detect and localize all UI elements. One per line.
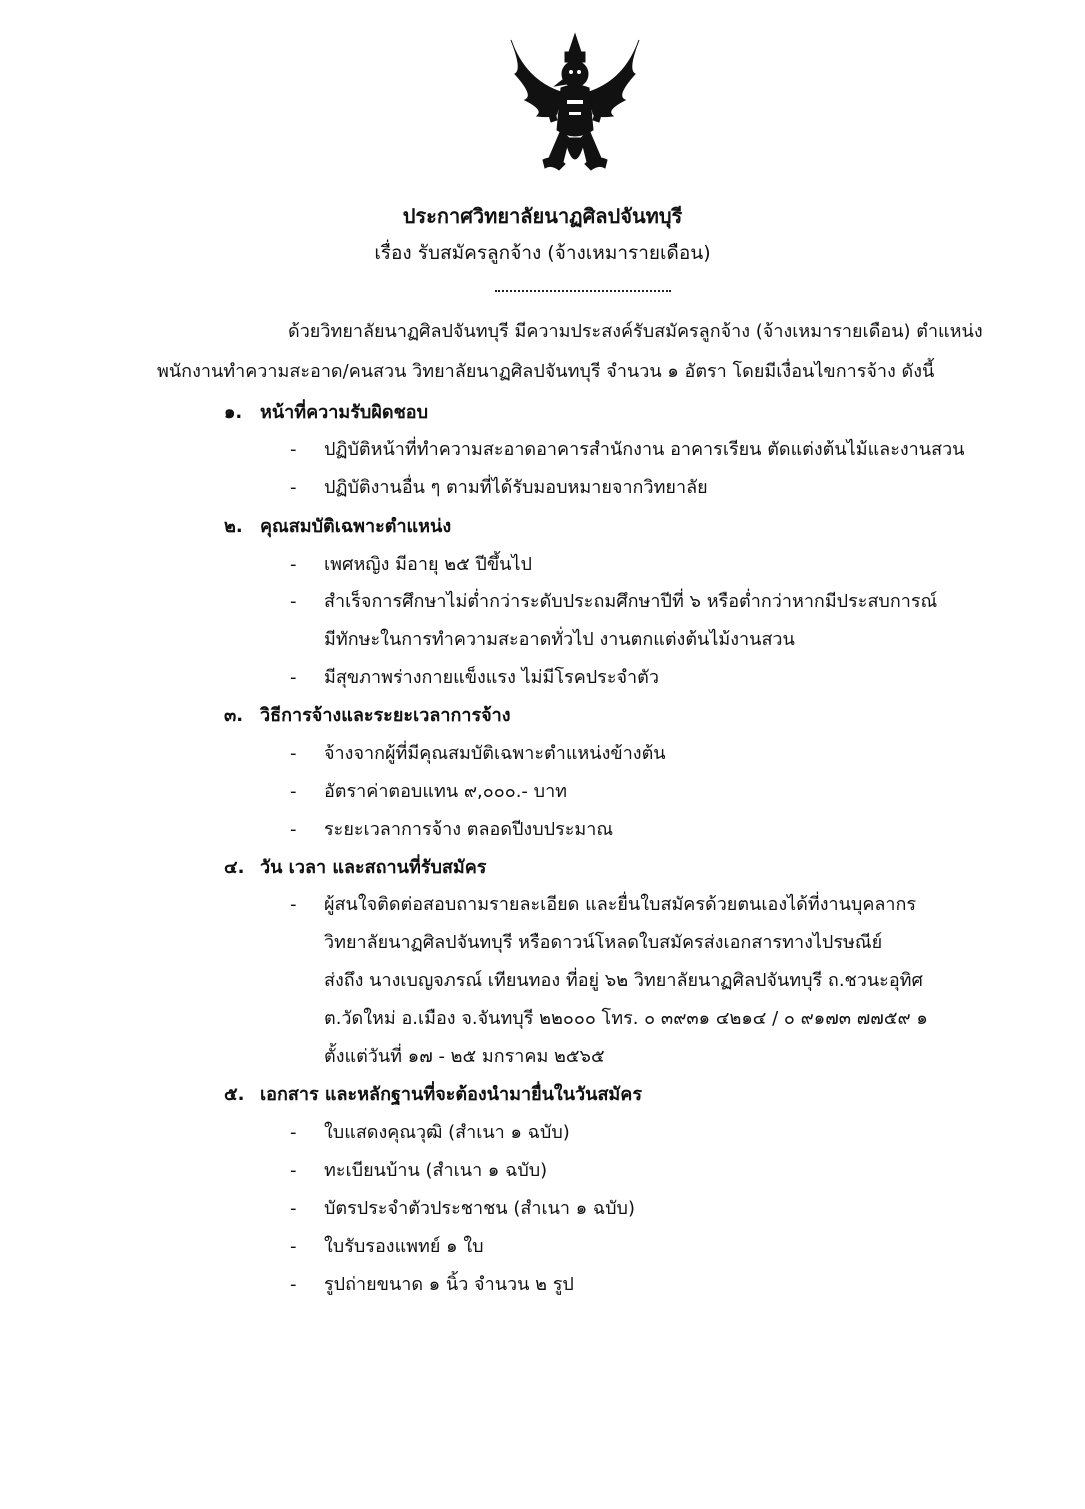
list-item: - เพศหญิง มีอายุ ๒๕ ปีขึ้นไป bbox=[290, 554, 532, 575]
bullet-dash: - bbox=[290, 591, 297, 612]
list-item: - มีสุขภาพร่างกายแข็งแรง ไม่มีโรคประจำตัว bbox=[290, 667, 659, 688]
bullet-dash: - bbox=[290, 1160, 297, 1181]
bullet-dash: - bbox=[290, 1198, 297, 1219]
bullet-dash: - bbox=[290, 743, 297, 764]
section-1-heading bbox=[224, 397, 428, 426]
section-title: วัน เวลา และสถานที่รับสมัคร bbox=[260, 857, 487, 878]
section-title: หน้าที่ความรับผิดชอบ bbox=[260, 402, 429, 423]
section-number: ๑. bbox=[224, 402, 243, 423]
announcement-title: ประกาศวิทยาลัยนาฏศิลปจันทบุรี bbox=[402, 204, 683, 228]
dotted-divider bbox=[495, 290, 671, 292]
list-item: - อัตราค่าตอบแทน ๙,๐๐๐.- บาท bbox=[290, 781, 568, 802]
list-item-continuation: ต.วัดใหม่ อ.เมือง จ.จันทบุรี ๒๒๐๐๐ โทร. ๐ ๓๙๓๑ ๔๒๑๔ / ๐ ๙๑๗๓ ๗๗๕๙ ๑ bbox=[324, 1008, 928, 1029]
list-item-continuation: วิทยาลัยนาฏศิลปจันทบุรี หรือดาวน์โหลดใบสมัครส่งเอกสารทางไปรษณีย์ bbox=[324, 932, 883, 953]
section-2-heading bbox=[224, 511, 451, 540]
list-item: - จ้างจากผู้ที่มีคุณสมบัติเฉพาะตำแหน่งข้างต้น bbox=[290, 743, 666, 764]
garuda-emblem-icon bbox=[505, 30, 645, 190]
list-item: - ใบรับรองแพทย์ ๑ ใบ bbox=[290, 1236, 484, 1257]
list-item: - ระยะเวลาการจ้าง ตลอดปีงบประมาณ bbox=[290, 819, 614, 840]
announcement-subject: เรื่อง รับสมัครลูกจ้าง (จ้างเหมารายเดือน) bbox=[374, 242, 711, 264]
list-item: - ใบแสดงคุณวุฒิ (สำเนา ๑ ฉบับ) bbox=[290, 1122, 570, 1143]
intro-line-1: ด้วยวิทยาลัยนาฏศิลปจันทบุรี มีความประสงค์รับสมัครลูกจ้าง (จ้างเหมารายเดือน) ตำแหน่ง bbox=[288, 321, 983, 342]
bullet-dash: - bbox=[290, 819, 297, 840]
bullet-dash: - bbox=[290, 477, 297, 498]
bullet-dash: - bbox=[290, 554, 297, 575]
bullet-dash: - bbox=[290, 1274, 297, 1295]
list-item: - บัตรประจำตัวประชาชน (สำเนา ๑ ฉบับ) bbox=[290, 1198, 636, 1219]
section-3-heading bbox=[224, 700, 511, 729]
list-item: - ปฏิบัติหน้าที่ทำความสะอาดอาคารสำนักงาน อาคารเรียน ตัดแต่งต้นไม้และงานสวน bbox=[290, 439, 965, 460]
bullet-dash: - bbox=[290, 439, 297, 460]
bullet-dash: - bbox=[290, 781, 297, 802]
bullet-dash: - bbox=[290, 667, 297, 688]
bullet-dash: - bbox=[290, 1236, 297, 1257]
list-item-continuation: มีทักษะในการทำความสะอาดทั่วไป งานตกแต่งต้นไม้งานสวน bbox=[324, 629, 795, 650]
section-title: คุณสมบัติเฉพาะตำแหน่ง bbox=[260, 516, 452, 537]
list-item: - ปฏิบัติงานอื่น ๆ ตามที่ได้รับมอบหมายจากวิทยาลัย bbox=[290, 477, 708, 498]
section-number: ๕. bbox=[224, 1084, 245, 1105]
list-item: - ผู้สนใจติดต่อสอบถามรายละเอียด และยื่นใบสมัครด้วยตนเองได้ที่งานบุคลากร bbox=[290, 894, 917, 915]
section-4-heading bbox=[224, 852, 486, 881]
bullet-dash: - bbox=[290, 1122, 297, 1143]
section-number: ๓. bbox=[224, 705, 244, 726]
bullet-dash: - bbox=[290, 894, 297, 915]
list-item-continuation: ส่งถึง นางเบญจภรณ์ เทียนทอง ที่อยู่ ๖๒ วิทยาลัยนาฏศิลปจันทบุรี ถ.ชวนะอุทิศ bbox=[324, 970, 923, 991]
list-item: - รูปถ่ายขนาด ๑ นิ้ว จำนวน ๒ รูป bbox=[290, 1274, 574, 1295]
section-title: เอกสาร และหลักฐานที่จะต้องนำมายื่นในวันสมัคร bbox=[260, 1084, 642, 1105]
section-number: ๒. bbox=[224, 516, 243, 537]
section-number: ๔. bbox=[224, 857, 245, 878]
section-title: วิธีการจ้างและระยะเวลาการจ้าง bbox=[260, 705, 511, 726]
section-5-heading bbox=[224, 1079, 642, 1108]
intro-line-2: พนักงานทำความสะอาด/คนสวน วิทยาลัยนาฏศิลปจันทบุรี จำนวน ๑ อัตรา โดยมีเงื่อนไขการจ้าง ดังนี้ bbox=[157, 361, 935, 382]
list-item: - ทะเบียนบ้าน (สำเนา ๑ ฉบับ) bbox=[290, 1160, 548, 1181]
list-item-continuation: ตั้งแต่วันที่ ๑๗ - ๒๕ มกราคม ๒๕๖๕ bbox=[324, 1046, 605, 1067]
list-item: - สำเร็จการศึกษาไม่ต่ำกว่าระดับประถมศึกษาปีที่ ๖ หรือต่ำกว่าหากมีประสบการณ์ bbox=[290, 591, 938, 612]
